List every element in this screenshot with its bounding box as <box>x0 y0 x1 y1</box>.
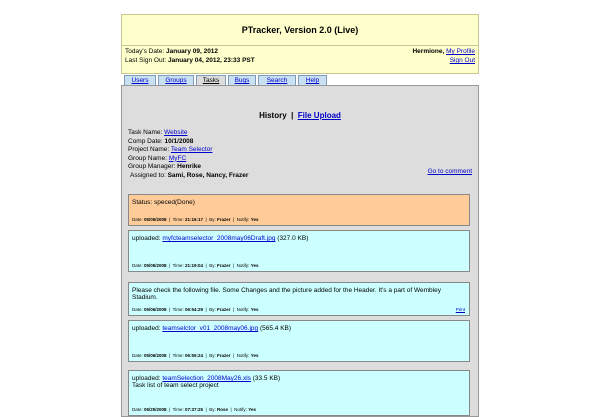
comment-card <box>128 194 470 226</box>
my-profile-link[interactable]: My Profile <box>446 48 475 55</box>
comment-card <box>128 370 470 416</box>
user-greeting <box>412 48 475 55</box>
meta-by-value: Frazer <box>216 217 231 222</box>
user-name: Hermione, <box>412 48 445 55</box>
file-upload-link[interactable]: File Upload <box>297 111 341 120</box>
comment-body <box>132 325 466 332</box>
print-link[interactable]: Print <box>455 307 465 312</box>
tab-groups[interactable]: Groups <box>158 75 194 86</box>
meta-time-label: Time: <box>172 407 184 412</box>
meta-by-value: Frazer <box>216 307 231 312</box>
history-separator: | <box>291 111 294 120</box>
meta-date-value: 05/05/2008 <box>144 263 167 268</box>
tab-help[interactable]: Help <box>298 75 327 86</box>
meta-by-label: By: <box>209 407 216 412</box>
comment-file-link[interactable]: teamselctor_v01_2008may06.jpg <box>162 325 259 332</box>
meta-date-label: Date: <box>132 407 143 412</box>
sign-out-row <box>450 57 475 64</box>
comment-file-size: (33.5 KB) <box>252 375 281 382</box>
comment-prefix: Status: <box>132 199 153 206</box>
meta-date-label: Date: <box>132 353 143 358</box>
meta-date-value: 05/05/2008 <box>144 217 167 222</box>
comment-meta: Date: 05/05/2008 | Time: 21:16:17 | By: Frazer | Notify: Yes <box>132 217 259 222</box>
meta-notify-label: Notify: <box>236 353 250 358</box>
comp-date-row: Comp Date: 10/1/2008 <box>128 137 194 145</box>
sign-out-link[interactable]: Sign Out <box>449 57 475 64</box>
meta-date-label: Date: <box>132 263 143 268</box>
comment-meta: Date: 05/06/2008 | Time: 06:55:24 | By: Frazer | Notify: Yes <box>132 353 259 358</box>
today-date: Today's Date: January 09, 2012 <box>125 48 219 55</box>
comment-text: Please check the following file. Some Changes and the picture added for the Header. It's a part of Wembley Stadium. <box>132 287 441 301</box>
meta-notify-label: Notify: <box>236 263 250 268</box>
tab-search[interactable]: Search <box>258 75 296 86</box>
meta-by-value: Rose <box>216 407 228 412</box>
task-name-link[interactable]: Website <box>164 129 188 136</box>
meta-by-label: By: <box>209 307 216 312</box>
go-to-comment-link[interactable]: Go to comment <box>427 168 472 175</box>
comment-file-link[interactable]: myfcteamselector_2008may06Draft.jpg <box>162 235 276 242</box>
comment-meta: Date: 05/25/2008 | Time: 07:37:25 | By: Rose | Notify: Yes <box>132 407 256 412</box>
header-divider <box>122 45 478 46</box>
meta-by-label: By: <box>209 263 216 268</box>
meta-notify-value: Yes <box>250 307 259 312</box>
group-name-link[interactable]: MyFC <box>168 154 187 162</box>
meta-date-value: 05/06/2008 <box>144 307 167 312</box>
comment-body <box>132 235 466 242</box>
task-info <box>128 129 248 180</box>
comment-body <box>132 287 466 301</box>
meta-time-value: 06:54:29 <box>185 307 204 312</box>
tab-bugs[interactable]: Bugs <box>228 75 256 86</box>
ptracker-page <box>121 14 479 412</box>
comment-card <box>128 230 470 272</box>
comment-body <box>132 375 466 389</box>
meta-date-label: Date: <box>132 217 143 222</box>
tasks-panel <box>121 85 479 417</box>
meta-date-value: 05/06/2008 <box>144 353 167 358</box>
comment-card <box>128 282 470 316</box>
meta-notify-label: Notify: <box>236 307 250 312</box>
history-heading <box>122 111 478 120</box>
meta-by-value: Frazer <box>216 353 231 358</box>
meta-time-value: 21:19:04 <box>185 263 204 268</box>
comment-body <box>132 199 466 206</box>
meta-time-value: 07:37:25 <box>185 407 204 412</box>
history-label: History <box>259 111 287 120</box>
app-title: PTracker, Version 2.0 (Live) <box>241 25 359 35</box>
meta-by-label: By: <box>209 353 216 358</box>
comment-extra: Task list of team select project <box>132 382 219 389</box>
header <box>121 14 479 74</box>
meta-date-label: Date: <box>132 307 143 312</box>
comment-file-size: (327.0 KB) <box>277 235 309 242</box>
comment-prefix: uploaded: <box>132 235 161 242</box>
assigned-row: Assigned to: Sami, Rose, Nancy, Frazer <box>130 171 249 179</box>
meta-date-value: 05/25/2008 <box>144 407 167 412</box>
tab-tasks[interactable]: Tasks <box>196 75 226 87</box>
meta-time-value: 06:55:24 <box>185 353 204 358</box>
comment-text: speced(Done) <box>154 199 195 206</box>
group-manager-row: Group Manager: Henrike <box>128 163 202 170</box>
meta-time-label: Time: <box>172 353 184 358</box>
task-name-row: Task Name: Website <box>128 129 188 136</box>
meta-time-label: Time: <box>172 263 184 268</box>
comment-meta: Date: 05/06/2008 | Time: 06:54:29 | By: Frazer | Notify: Yes <box>132 307 259 312</box>
meta-notify-value: Yes <box>250 353 259 358</box>
meta-notify-value: Yes <box>250 263 259 268</box>
comment-card <box>128 320 470 362</box>
tab-users[interactable]: Users <box>124 75 156 86</box>
comment-prefix: uploaded: <box>132 375 161 382</box>
comment-meta: Date: 05/05/2008 | Time: 21:19:04 | By: Frazer | Notify: Yes <box>132 263 259 268</box>
meta-time-value: 21:16:17 <box>185 217 204 222</box>
last-sign-out: Last Sign Out: January 04, 2012, 23:33 PST <box>125 57 255 64</box>
project-name-row: Project Name: Team Selector <box>128 146 213 153</box>
meta-time-label: Time: <box>172 217 184 222</box>
meta-notify-value: Yes <box>250 217 259 222</box>
comment-file-size: (565.4 KB) <box>259 325 292 332</box>
meta-notify-label: Notify: <box>234 407 247 412</box>
comment-prefix: uploaded: <box>132 325 161 332</box>
comment-file-link[interactable]: teamSelection_2008May26.xls <box>162 375 251 382</box>
meta-time-label: Time: <box>172 307 184 312</box>
meta-notify-value: Yes <box>248 407 256 412</box>
group-name-row: Group Name: MyFC <box>128 154 187 162</box>
meta-notify-label: Notify: <box>236 217 250 222</box>
meta-by-value: Frazer <box>216 263 231 268</box>
meta-by-label: By: <box>209 217 216 222</box>
project-name-link[interactable]: Team Selector <box>170 146 213 153</box>
